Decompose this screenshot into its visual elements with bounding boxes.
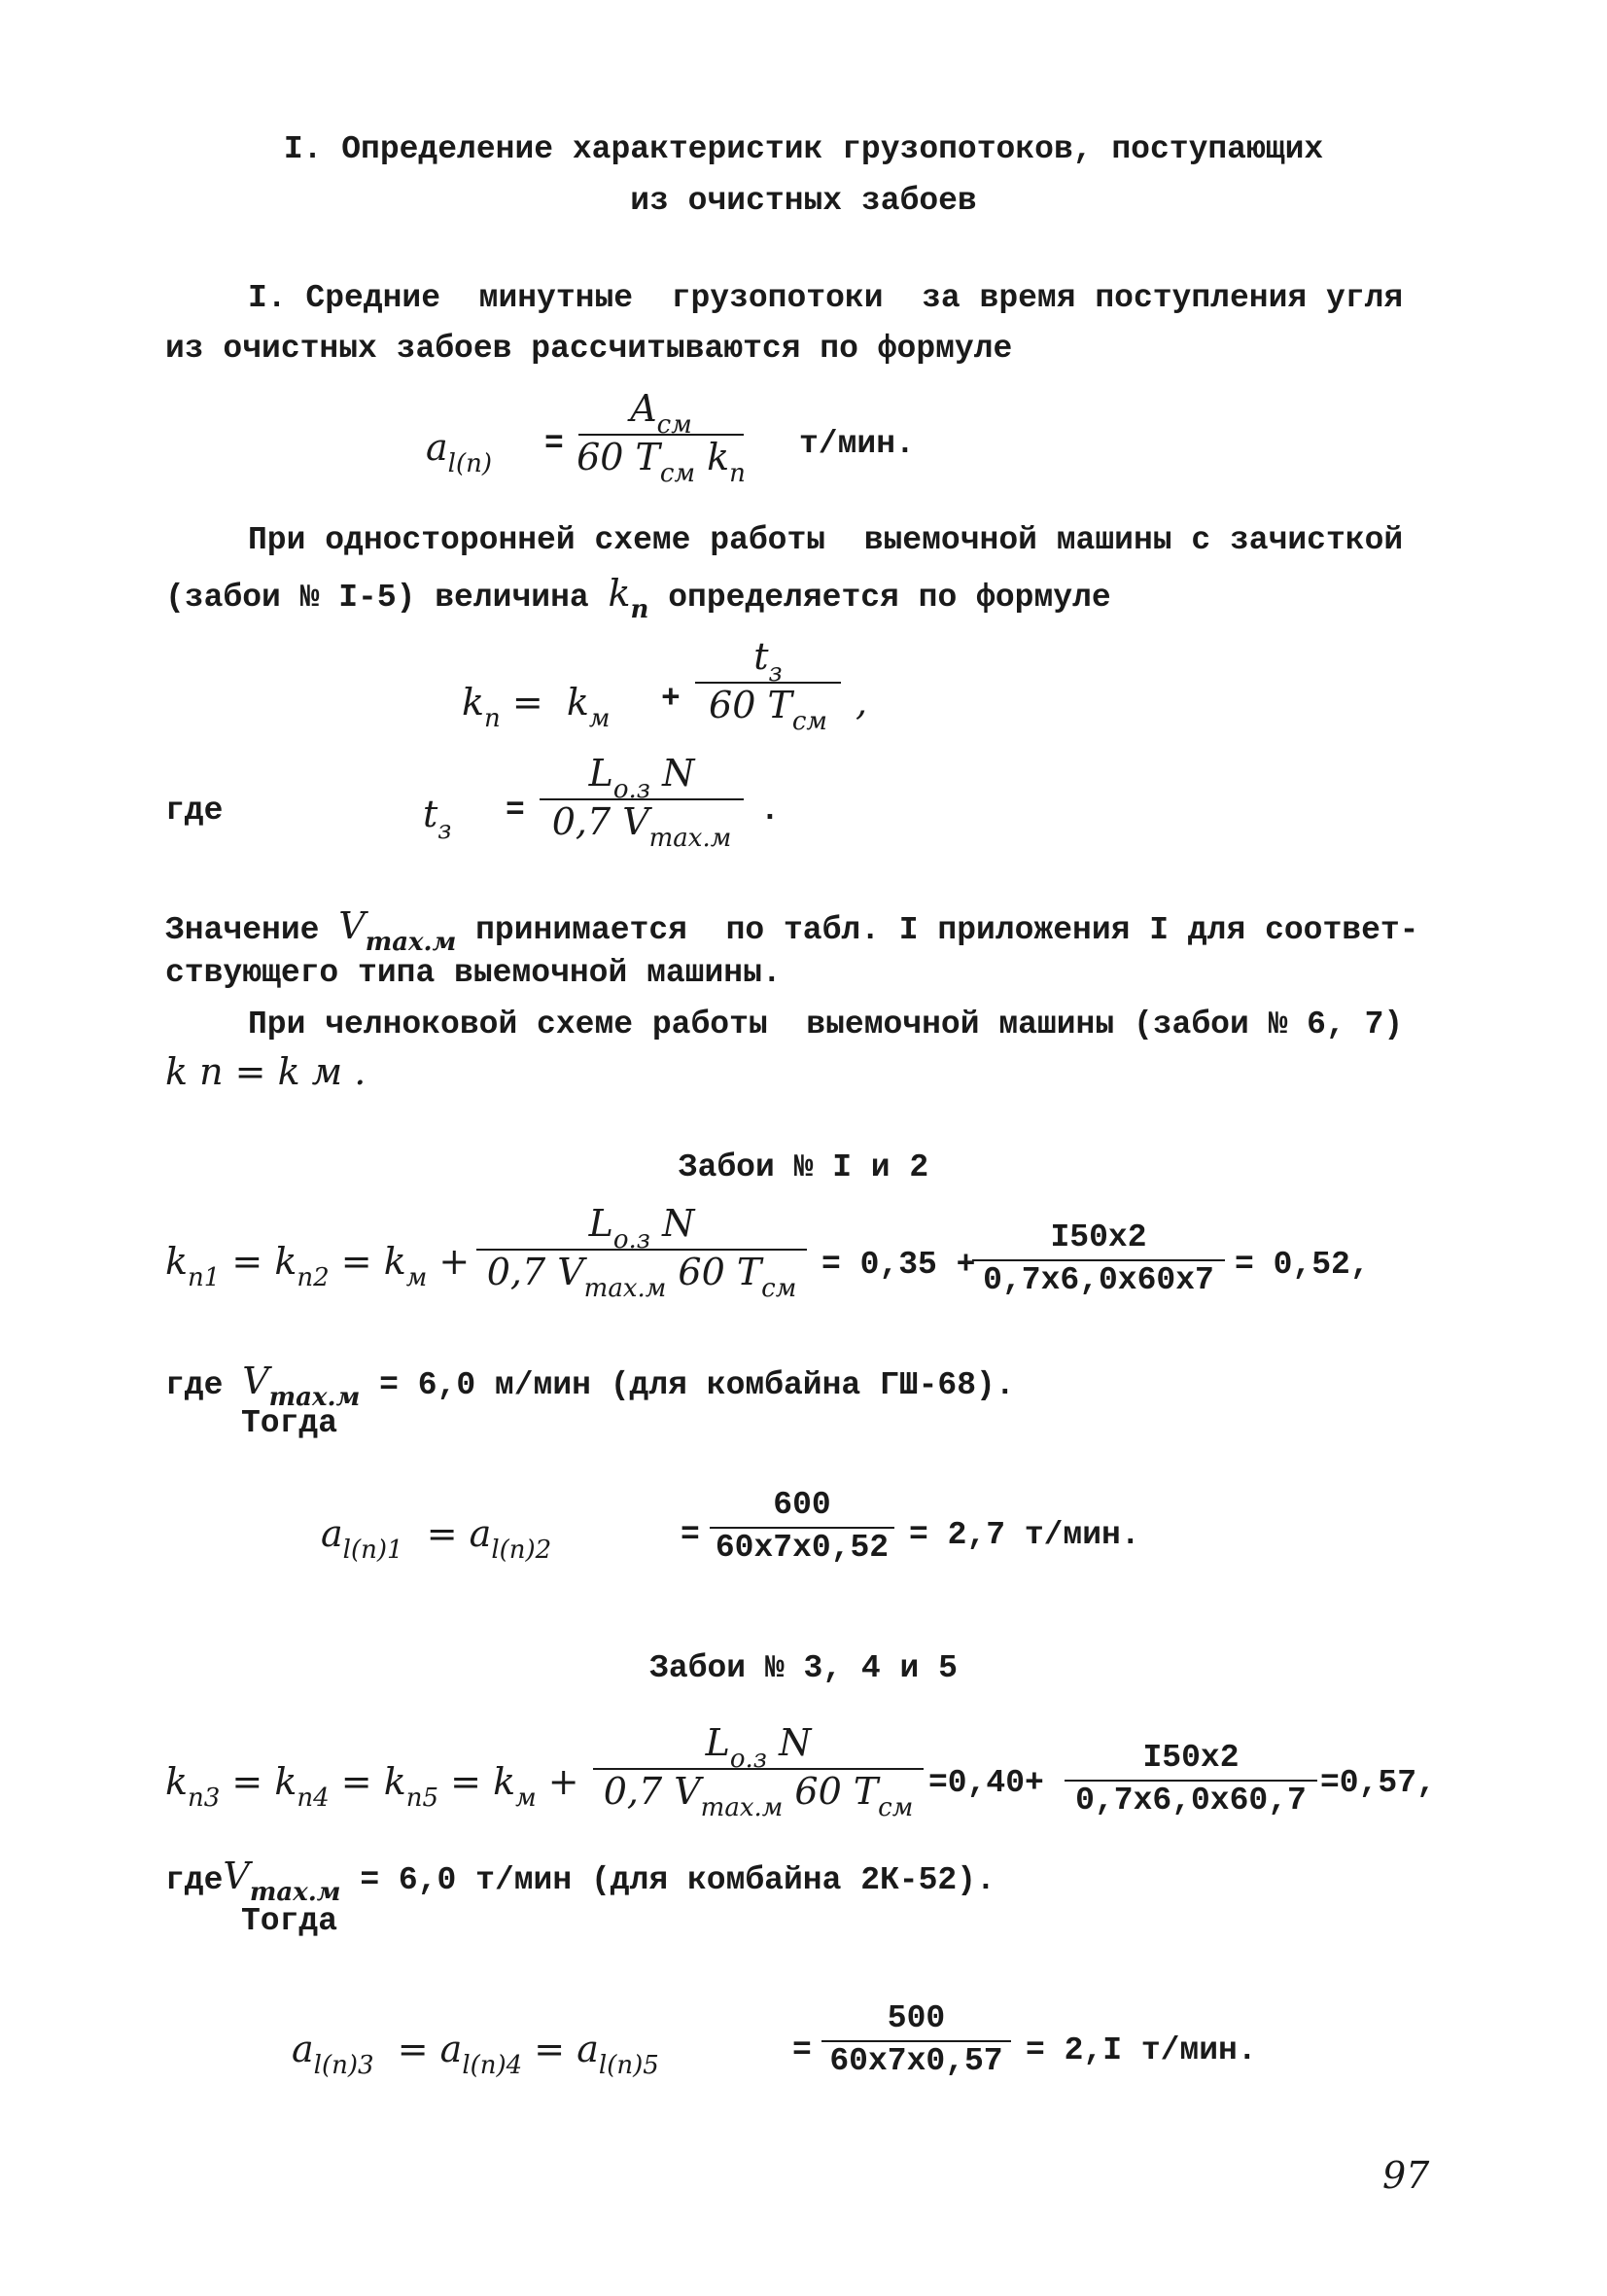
para1-line-1: I. Средние минутные грузопотоки за время поступления угля — [248, 280, 1404, 316]
section1-fraction-2: I50x2 0,7x6,0x60x7 — [972, 1220, 1225, 1299]
para4-line-1: При челноковой схеме работы выемочной машины (забои № 6, 7) — [248, 1007, 1404, 1042]
section2-title: Забои № 3, 4 и 5 — [649, 1650, 958, 1686]
section1-eq3: = 0,35 + — [821, 1247, 976, 1283]
heading-line-2: из очистных забоев — [630, 183, 977, 219]
formula2-lhs: $k_п = k_м$ — [462, 681, 611, 733]
section1-formula2-result: = 2,7 т/мин. — [909, 1517, 1140, 1553]
section1-then: Тогда — [241, 1405, 338, 1441]
section1-formula2-lhs: $a_{l(п)1} = a_{l(п)2}$ — [321, 1512, 552, 1565]
section1-formula-lhs: $k_{п1} = k_{п2} = k_м$ + — [165, 1240, 471, 1292]
section2-formula2-result: = 2,I т/мин. — [1026, 2032, 1257, 2068]
section1-formula2-eq2: = — [681, 1517, 700, 1553]
formula2-fraction: $t_з$ 60 $T_{см}$ — [695, 637, 841, 726]
section1-fraction-1: $L_{о.з}$ N 0,7 $V_{max.м}$ 60 $T_{см}$ — [476, 1204, 807, 1293]
formula2-tail: , — [856, 681, 868, 724]
formula1-eq: = — [544, 426, 564, 462]
formula3-eq: = — [506, 793, 525, 829]
section2-fraction-2: I50x2 0,7x6,0x60,7 — [1065, 1741, 1317, 1819]
para1-line-2: из очистных забоев рассчитываются по формуле — [165, 331, 1013, 367]
section2-eq4: =0,40+ — [928, 1765, 1044, 1801]
para3-line-2: ствующего типа выемочной машины. — [165, 955, 782, 991]
formula2-plus: + — [661, 681, 681, 717]
formula3-fraction: $L_{о.з}$ N 0,7 $V_{max.м}$ — [540, 754, 744, 843]
section2-result: =0,57, — [1320, 1765, 1436, 1801]
section2-formula2-lhs: $a_{l(п)3} = a_{l(п)4} = a_{l(п)5}$ — [292, 2028, 659, 2080]
formula3-lhs: $t_з$ — [423, 793, 452, 845]
formula1-lhs: $a_{l(п)}$ — [426, 426, 493, 478]
section2-then: Тогда — [241, 1903, 338, 1939]
para2-line-2: (забои № I-5) величина $k_п$ определяется по формуле — [165, 572, 1111, 624]
section2-formula2-fraction: 500 60x7x0,57 — [821, 2001, 1011, 2080]
formula3-where: где — [165, 793, 224, 829]
para4-line-2: k п = k м . — [165, 1050, 367, 1093]
section2-formula-lhs: $k_{п3} = k_{п4} = k_{п5} = k_м$ + — [165, 1760, 579, 1813]
section1-formula2-fraction: 600 60x7x0,52 — [710, 1488, 894, 1567]
page-number: 97 — [1382, 2154, 1430, 2197]
formula1-unit: т/мин. — [799, 426, 915, 462]
section1-result: = 0,52, — [1235, 1247, 1370, 1283]
section2-where: гдеV$_{max.м}$ = 6,0 т/мин (для комбайна 2К-52). — [165, 1854, 996, 1907]
section1-title: Забои № I и 2 — [678, 1149, 929, 1185]
formula1-fraction: $A_{см}$ 60 $T_{см}$ $k_п$ — [576, 387, 746, 488]
heading-line-1: I. Определение характеристик грузопотоков, поступающих — [283, 131, 1324, 167]
section2-formula2-eq3: = — [792, 2032, 812, 2068]
section2-fraction-1: $L_{о.з}$ N 0,7 $V_{max.м}$ 60 $T_{см}$ — [593, 1723, 924, 1813]
formula3-tail: . — [760, 793, 780, 829]
para3-line-1: Значение $V_{max.м}$ принимается по табл. I приложения I для соответ- — [165, 904, 1419, 957]
para2-line-1: При односторонней схеме работы выемочной машины с зачисткой — [248, 522, 1404, 558]
section1-where: где $V_{max.м} = 6,0$ м/мин (для комбайна ГШ-68). — [165, 1360, 1015, 1412]
